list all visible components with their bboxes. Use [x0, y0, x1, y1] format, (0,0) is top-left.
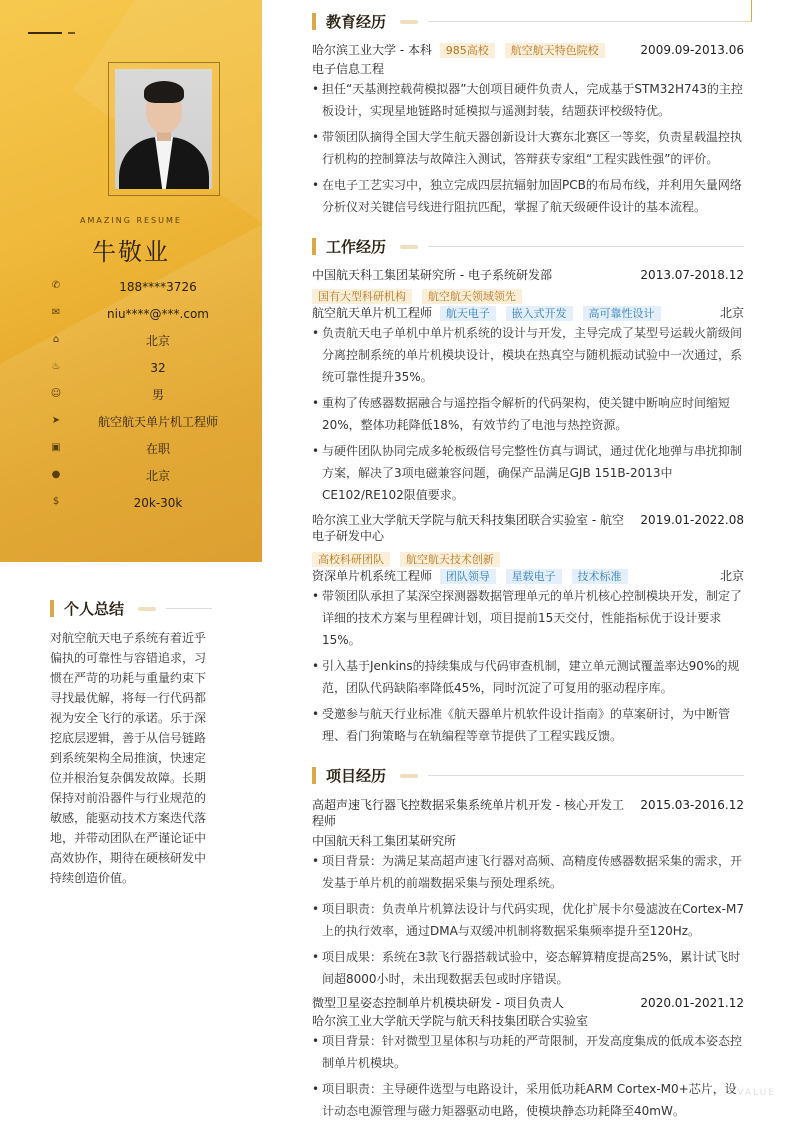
info-value: niu****@***.com	[107, 307, 209, 321]
project-name: 微型卫星姿态控制单片机模块研发 - 项目负责人	[312, 996, 564, 1010]
info-value: 航空航天单片机工程师	[97, 415, 218, 429]
watermark: VALUE	[737, 1088, 776, 1098]
list-item: • 项目职责：负责单片机算法设计与代码实现，优化扩展卡尔曼滤波在Cortex-M7上的执行效率，通过DMA与双缓冲机制将数据采集频率提升至120Hz。	[312, 898, 744, 942]
job-city: 北京	[719, 569, 744, 583]
cake-icon: ♨	[51, 361, 61, 372]
role-tag: 航天电子	[440, 306, 496, 321]
work-section-title	[312, 236, 744, 258]
candidate-name: 牛敬业	[92, 238, 170, 266]
section-heading: 教育经历	[326, 13, 387, 31]
project-header	[312, 797, 744, 829]
info-value: 20k-30k	[133, 496, 183, 510]
company-tag: 高校科研团队	[312, 552, 390, 567]
role-row	[312, 305, 744, 321]
company-tag: 航空航天领域领先	[422, 289, 522, 304]
info-value: 在职	[145, 442, 170, 456]
projects-section-title	[312, 765, 744, 787]
job-date: 2013.07-2018.12	[640, 268, 744, 282]
job-header	[312, 267, 744, 283]
info-row-salary	[50, 494, 262, 512]
company-tag: 航空航天技术创新	[400, 552, 500, 567]
deco-line	[68, 32, 75, 34]
info-value: 北京	[145, 334, 170, 348]
deco-line	[28, 32, 62, 34]
list-item: • 带领团队承担了某深空探测器数据管理单元的单片机核心控制模块开发，制定了详细的技术方案与里程碑计划，项目提前15天交付，性能指标优于设计要求15%。	[312, 585, 744, 651]
project-date: 2015.03-2016.12	[640, 798, 744, 812]
section-heading: 工作经历	[326, 238, 387, 256]
project-org: 哈尔滨工业大学航天学院与航天科技集团联合实验室	[312, 1014, 589, 1028]
summary-section-title	[50, 598, 212, 620]
briefcase-icon: ▣	[51, 442, 61, 453]
list-item: • 受邀参与航天行业标准《航天器单片机软件设计指南》的草案研讨，为中断管理、看门狗策略与在轨编程等章节提供了工程实践反馈。	[312, 703, 744, 747]
section-heading: 个人总结	[64, 600, 125, 618]
project-bullets	[312, 850, 744, 994]
info-row-phone	[50, 278, 262, 296]
phone-icon: ✆	[51, 280, 61, 291]
list-item: • 担任“天基测控载荷模拟器”大创项目硬件负责人，完成基于STM32H743的主控板设计，实现星地链路时延模拟与遥测封装，结题获评校级特优。	[312, 78, 744, 122]
project-header	[312, 995, 744, 1011]
avatar	[115, 69, 212, 189]
role-row	[312, 568, 744, 584]
location-icon: ●	[51, 469, 61, 480]
project-date: 2020.01-2021.12	[640, 996, 744, 1010]
role-title: 航空航天单片机工程师	[312, 306, 433, 320]
education-bullets	[312, 78, 744, 222]
list-item: • 引入基于Jenkins的持续集成与代码审查机制，建立单元测试覆盖率达90%的规范，团队代码缺陷率降低45%，同时沉淀了可复用的驱动程序库。	[312, 655, 744, 699]
company-tag: 国有大型科研机构	[312, 289, 412, 304]
section-heading: 项目经历	[326, 767, 387, 785]
education-header	[312, 42, 744, 58]
resume-label: AMAZING RESUME	[80, 216, 182, 225]
info-row-city	[50, 467, 262, 485]
smile-icon: ☺	[50, 388, 62, 399]
info-row-gender	[50, 386, 262, 404]
company-tags	[312, 288, 744, 304]
info-row-age	[50, 359, 262, 377]
education-date: 2009.09-2013.06	[640, 43, 744, 57]
role-title: 资深单片机系统工程师	[312, 569, 433, 583]
job-bullets	[312, 322, 744, 510]
list-item: • 重构了传感器数据融合与遥控指令解析的代码架构，使关键中断响应时间缩短20%，整体功耗降低18%，有效节约了电池与热控资源。	[312, 392, 744, 436]
job-header	[312, 512, 744, 544]
mail-icon: ✉	[51, 307, 61, 318]
project-name: 高超声速飞行器飞控数据采集系统单片机开发 - 核心开发工程师	[312, 798, 624, 828]
company-name: 中国航天科工集团某研究所 - 电子系统研发部	[312, 268, 552, 282]
education-section-title	[312, 11, 744, 33]
list-item: • 项目背景：针对微型卫星体积与功耗的严苛限制，开发高度集成的低成本姿态控制单片机模块。	[312, 1030, 744, 1074]
company-tags	[312, 551, 744, 567]
info-value: 北京	[145, 469, 170, 483]
role-tag: 星载电子	[506, 569, 562, 584]
profile-panel	[0, 0, 262, 562]
info-row-email	[50, 305, 262, 323]
salary-icon: $	[52, 496, 60, 507]
job-date: 2019.01-2022.08	[640, 513, 744, 527]
info-value: 男	[151, 388, 164, 402]
send-icon: ➤	[51, 415, 61, 426]
home-icon: ⌂	[52, 334, 60, 345]
job-bullets	[312, 585, 744, 751]
info-value: 188****3726	[119, 280, 197, 294]
role-tag: 团队领导	[440, 569, 496, 584]
school-tag: 985高校	[440, 43, 495, 58]
school-name: 哈尔滨工业大学 - 本科	[312, 43, 432, 57]
list-item: • 带领团队摘得全国大学生航天器创新设计大赛东北赛区一等奖，负责星载温控执行机构的控制算法与故障注入测试，答辩获专家组“工程实践性强”的评价。	[312, 126, 744, 170]
role-tag: 技术标准	[572, 569, 628, 584]
summary-text: 对航空航天电子系统有着近乎偏执的可靠性与容错追求，习惯在严苛的功耗与重量约束下寻找最优解，将每一行代码都视为安全飞行的承诺。乐于深挖底层逻辑，善于从信号链路到系统架构全局推演，快速定位并根治复杂偶发故障。长期保持对前沿器件与行业规范的敏感，能驱动技术方案迭代落地，并带动团队在严谨论证中高效协作，期待在硬核研发中持续创造价值。	[50, 631, 207, 885]
list-item: • 项目职责：主导硬件选型与电路设计，采用低功耗ARM Cortex-M0+芯片，设计动态电源管理与磁力矩器驱动电路，使模块静态功耗降至40mW。	[312, 1078, 744, 1122]
role-tag: 嵌入式开发	[506, 306, 573, 321]
project-org: 中国航天科工集团某研究所	[312, 834, 457, 848]
list-item: • 项目背景：为满足某高超声速飞行器对高频、高精度传感器数据采集的需求，开发基于单片机的前端数据采集与预处理系统。	[312, 850, 744, 894]
role-tag: 高可靠性设计	[583, 306, 661, 321]
list-item: • 在电子工艺实习中，独立完成四层抗辐射加固PCB的布局布线，并利用矢量网络分析仪对关键信号线进行阻抗匹配，掌握了航天级硬件设计的基本流程。	[312, 174, 744, 218]
list-item: • 项目成果：系统在3款飞行器搭载试验中，姿态解算精度提高25%，累计试飞时间超8000小时，未出现数据丢包或时序错误。	[312, 946, 744, 990]
list-item: • 负责航天电子单机中单片机系统的设计与开发，主导完成了某型号运载火箭级间分离控制系统的单片机模块设计，模块在热真空与随机振动试验中一次通过，系统可靠性提升35%。	[312, 322, 744, 388]
info-row-hometown	[50, 332, 262, 350]
project-bullets	[312, 1030, 744, 1123]
info-row-status	[50, 440, 262, 458]
education-major: 电子信息工程	[312, 62, 385, 76]
list-item: • 与硬件团队协同完成多轮板级信号完整性仿真与调试，通过优化地弹与串扰抑制方案，解决了3项电磁兼容问题，确保产品满足GJB 151B-2013中CE102/RE102限值要求。	[312, 440, 744, 506]
job-city: 北京	[719, 306, 744, 320]
info-row-position	[50, 413, 262, 431]
company-name: 哈尔滨工业大学航天学院与航天科技集团联合实验室 - 航空电子研发中心	[312, 513, 624, 543]
school-tag: 航空航天特色院校	[505, 43, 605, 58]
info-value: 32	[150, 361, 166, 375]
